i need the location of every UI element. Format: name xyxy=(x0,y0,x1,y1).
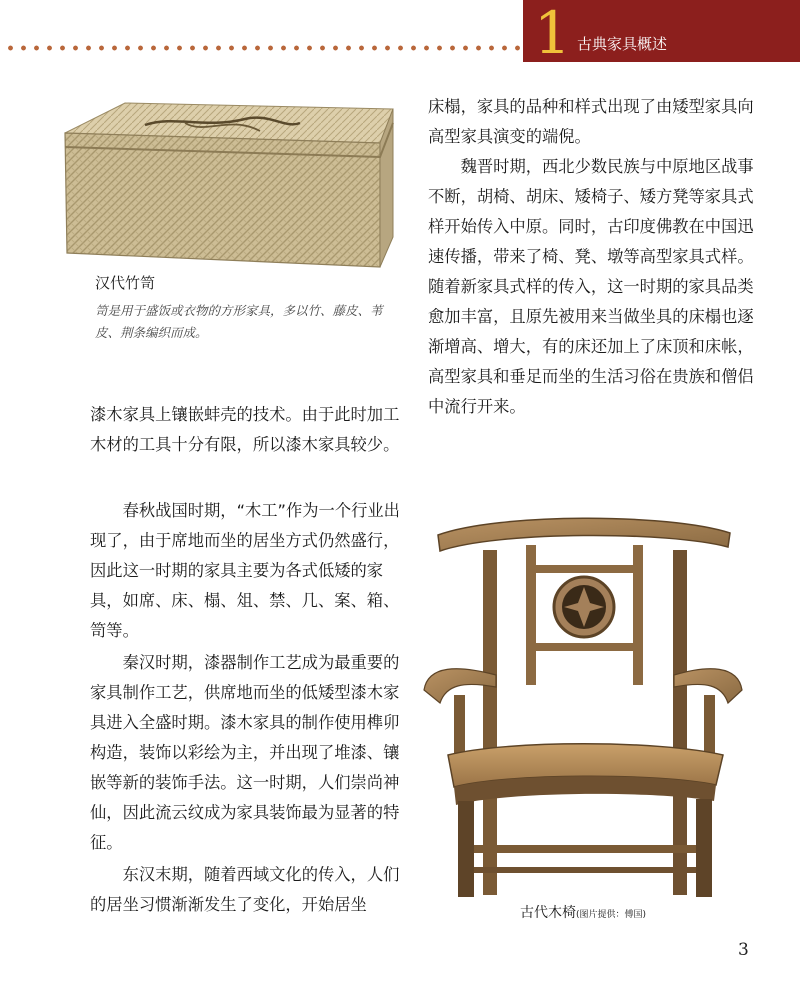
bamboo-box-photo xyxy=(55,95,395,275)
left-paragraph-3: 秦汉时期，漆器制作工艺成为最重要的家具制作工艺，供席地而坐的低矮型漆木家具进入全盛时期。漆木家具的制作使用榫卯构造，装饰以彩绘为主，并出现了堆漆、镶嵌等新的装饰手法。这一时期，人们崇尚神仙，因此流云纹成为家具装饰最为显著的特征。 xyxy=(90,653,400,852)
box-caption-description: 笥是用于盛饭或衣物的方形家具，多以竹、藤皮、苇皮、荆条编织而成。 xyxy=(95,303,383,340)
chair-caption xyxy=(520,902,646,922)
left-paragraph-1: 漆木家具上镶嵌蚌壳的技术。由于此时加工木材的工具十分有限，所以漆木家具较少。 xyxy=(90,405,400,454)
right-paragraph-1: 床榻，家具的品种和样式出现了由矮型家具向高型家具演变的端倪。 xyxy=(428,97,754,146)
chapter-number: 1 xyxy=(534,0,571,67)
chapter-title: 古典家具概述 xyxy=(577,35,668,53)
left-paragraph-4: 东汉末期，随着西域文化的传入，人们的居坐习惯渐渐发生了变化，开始居坐 xyxy=(90,865,400,914)
wooden-chair-photo xyxy=(418,515,748,900)
chair-caption-note: (图片提供：傅国) xyxy=(576,910,647,920)
left-paragraph-2: 春秋战国时期，“木工”作为一个行业出现了，由于席地而坐的居坐方式仍然盛行，因此这一时期的家具主要为各式低矮的家具，如席、床、榻、俎、禁、几、案、箱、笥等。 xyxy=(90,501,400,640)
box-caption-title: 汉代竹笥 xyxy=(95,274,156,292)
page-number: 3 xyxy=(738,940,749,960)
chair-caption-title: 古代木椅 xyxy=(520,905,576,921)
right-paragraph-2: 魏晋时期，西北少数民族与中原地区战事不断，胡椅、胡床、矮椅子、矮方凳等家具式样开始传入中原。同时，古印度佛教在中国迅速传播，带来了椅、凳、墩等高型家具式样。随着新家具式样的传入，这一时期的家具品类愈加丰富，且原先被用来当做坐具的床榻也逐渐增高、增大，有的床还加上了床顶和床帐，高型家具和垂足而坐的生活习俗在贵族和僧侣中流行开来。 xyxy=(428,157,754,416)
header-dot-border xyxy=(4,44,524,52)
